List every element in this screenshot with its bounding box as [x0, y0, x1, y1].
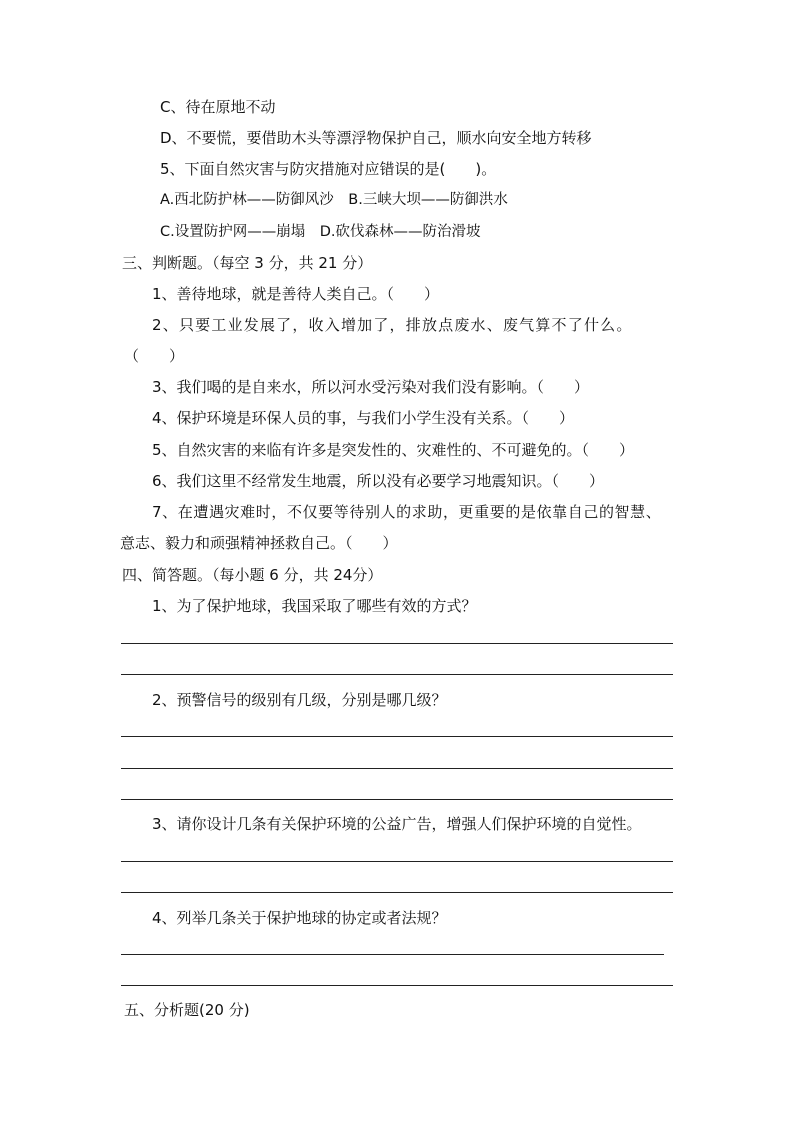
judge-item-2-blank: （ ） — [124, 347, 185, 365]
answer-line[interactable] — [121, 985, 673, 986]
judge-item-2: 2、只要工业发展了，收入增加了，排放点废水、废气算不了什么。 — [152, 316, 633, 334]
q4-option-d: D、不要慌，要借助木头等漂浮物保护自己，顺水向安全地方转移 — [160, 129, 592, 147]
q5-stem: 5、下面自然灾害与防灾措施对应错误的是( )。 — [160, 160, 497, 178]
q5-options-ab: A.西北防护林——防御风沙 B.三峡大坝——防御洪水 — [160, 192, 508, 208]
judge-item-7-cont: 意志、毅力和顽强精神拯救自己。（ ） — [120, 534, 398, 552]
judge-item-5: 5、自然灾害的来临有许多是突发性的、灾难性的、不可避免的。（ ） — [152, 441, 635, 459]
judge-item-1: 1、善待地球，就是善待人类自己。（ ） — [152, 285, 440, 303]
q5-options-cd: C.设置防护网——崩塌 D.砍伐森林——防治滑坡 — [160, 224, 481, 240]
judge-item-6: 6、我们这里不经常发生地震，所以没有必要学习地震知识。（ ） — [152, 472, 605, 490]
answer-line[interactable] — [121, 892, 673, 893]
answer-line[interactable] — [121, 954, 664, 955]
answer-line[interactable] — [121, 736, 673, 737]
answer-line[interactable] — [121, 643, 673, 644]
judge-item-3: 3、我们喝的是自来水，所以河水受污染对我们没有影响。（ ） — [152, 378, 590, 396]
answer-line[interactable] — [121, 861, 673, 862]
q4-option-c: C、待在原地不动 — [160, 98, 276, 116]
answer-line[interactable] — [121, 674, 673, 675]
short-question-2: 2、预警信号的级别有几级，分别是哪几级？ — [152, 691, 447, 709]
section4-heading: 四、简答题。（每小题 6 分，共 24分） — [122, 566, 383, 584]
section5-heading: 五、分析题(20 分) — [124, 1001, 250, 1019]
short-question-1: 1、为了保护地球，我国采取了哪些有效的方式？ — [152, 597, 477, 615]
judge-item-7: 7、在遭遇灾难时，不仅要等待别人的求助，更重要的是依靠自己的智慧、 — [152, 503, 662, 521]
answer-line[interactable] — [121, 768, 673, 769]
answer-line[interactable] — [121, 799, 673, 800]
section3-heading: 三、判断题。（每空 3 分，共 21 分） — [122, 254, 373, 272]
judge-item-4: 4、保护环境是环保人员的事，与我们小学生没有关系。（ ） — [152, 409, 575, 427]
short-question-3: 3、请你设计几条有关保护环境的公益广告，增强人们保护环境的自觉性。 — [152, 815, 642, 833]
short-question-4: 4、列举几条关于保护地球的协定或者法规？ — [152, 909, 447, 927]
